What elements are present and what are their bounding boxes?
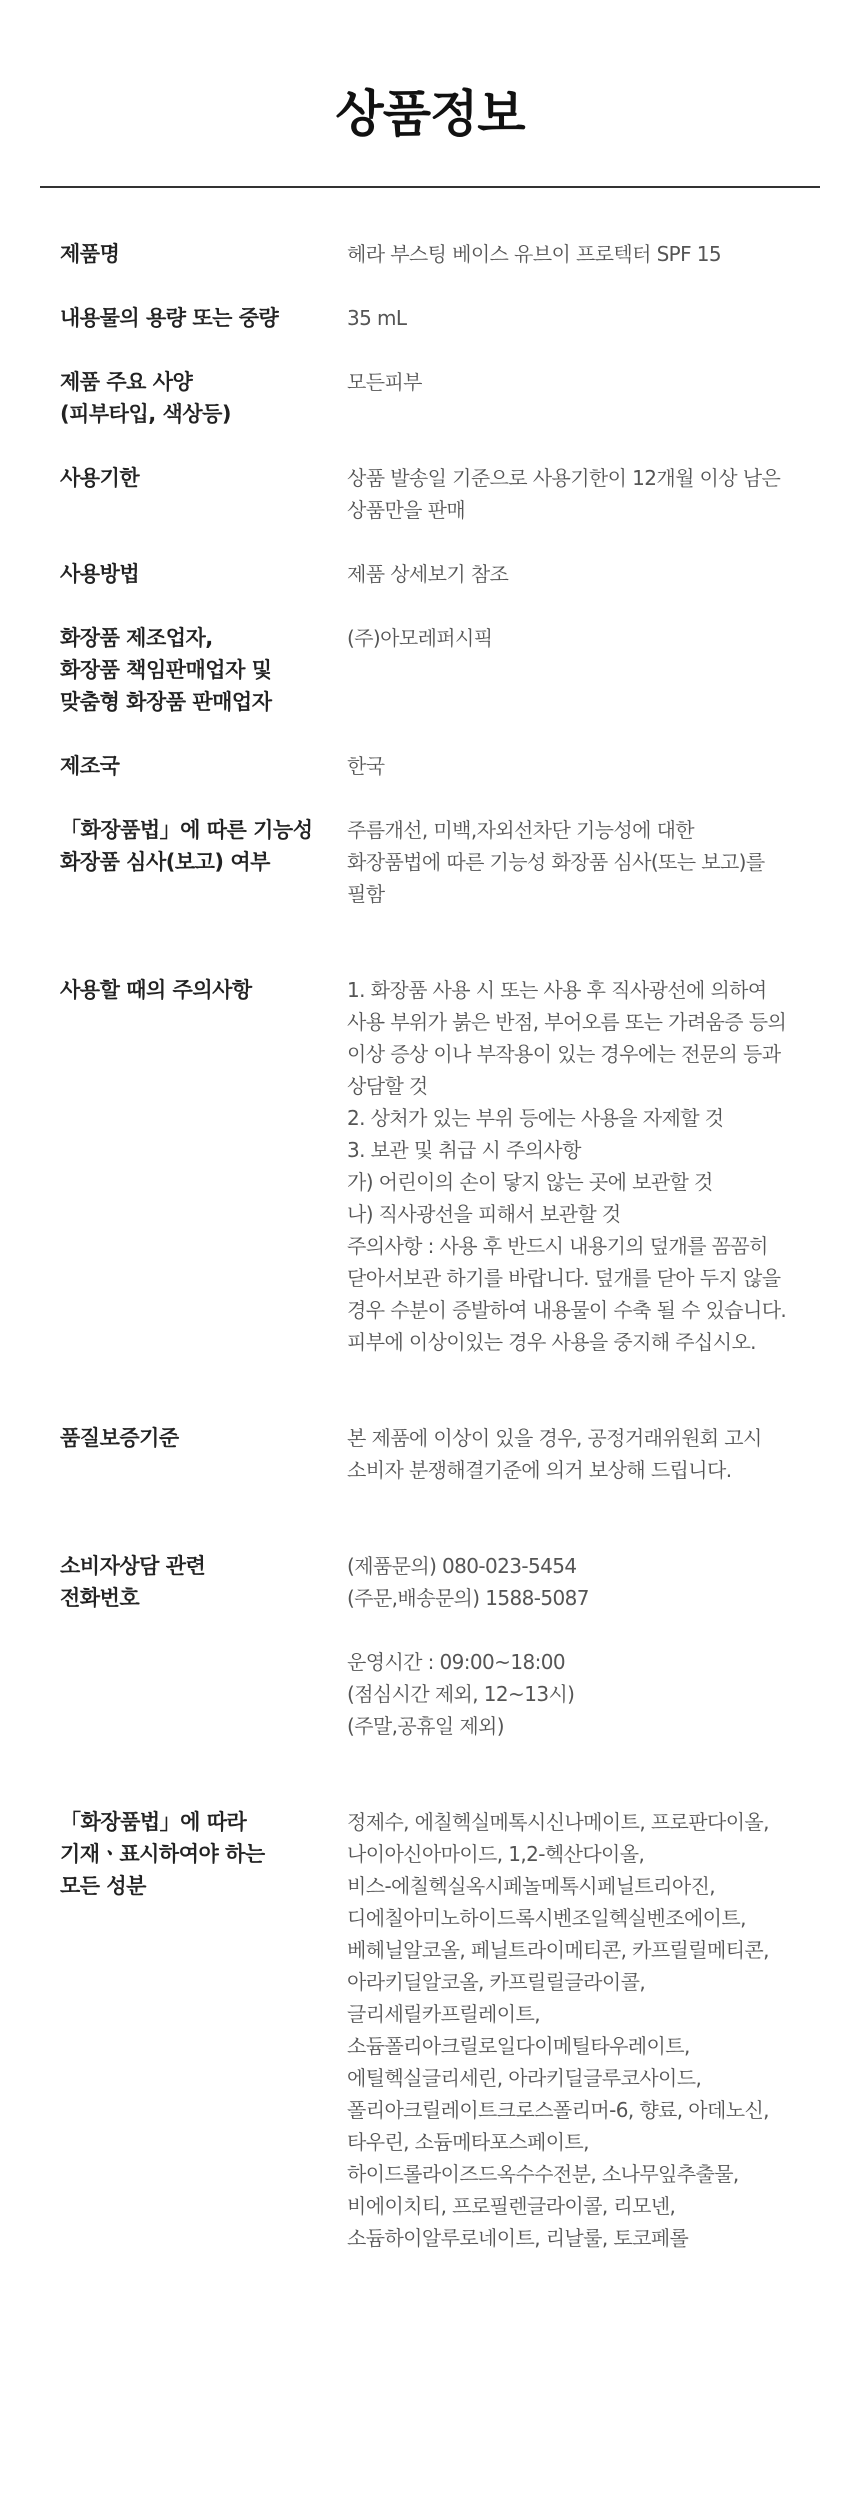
row-label: 제품명 — [60, 242, 120, 266]
row-value: 한국 — [347, 754, 385, 778]
row-label: 화장품 제조업자, 화장품 책임판매업자 및 맞춤형 화장품 판매업자 — [60, 626, 272, 714]
row-value: 주름개선, 미백,자외선차단 기능성에 대한 화장품법에 따른 기능성 화장품 심사(또는 보고)를 필함 — [347, 818, 765, 906]
row-value: 1. 화장품 사용 시 또는 사용 후 직사광선에 의하여 사용 부위가 붉은 반점, 부어오름 또는 가려움증 등의 이상 증상 이나 부작용이 있는 경우에는 전문의 등과 상담할 것 2. 상처가 있는 부위 등에는 사용을 자제할 것 3. 보관 및 취급 시 주의사항 가) 어린이의 손이 닿지 않는 곳에 보관할 것 나) 직사광선을 피해서 보관할 것 주의사항 : 사용 후 반드시 내용기의 덮개를 꼼꼼히 닫아서보관 하기를 바랍니다. 덮개를 닫아 두지 않을 경우 수분이 증발하여 내용물이 수축 될 수 있습니다. 피부에 이상이있는 경우 사용을 중지해 주십시오. — [347, 978, 787, 1354]
row-value: 모든피부 — [347, 370, 422, 394]
row-value: 상품 발송일 기준으로 사용기한이 12개월 이상 남은 상품만을 판매 — [347, 466, 781, 522]
row-label: 제품 주요 사양 (피부타입, 색상등) — [60, 370, 231, 426]
row-value: (주)아모레퍼시픽 — [347, 626, 493, 650]
row-value: 정제수, 에칠헥실메톡시신나메이트, 프로판다이올, 나이아신아마이드, 1,2-헥산다이올, 비스-에칠헥실옥시페놀메톡시페닐트리아진, 디에칠아미노하이드록시벤조일헥실벤조에이트, 베헤닐알코올, 페닐트라이메티콘, 카프릴릴메티콘, 아라키딜알코올, 카프릴릴글라이콜, 글리세릴카프릴레이트, 소듐폴리아크릴로일다이메틸타우레이트, 에틸헥실글리세린, 아라키딜글루코사이드, 폴리아크릴레이트크로스폴리머-6, 향료, 아데노신, 타우린, 소듐메타포스페이트, 하이드롤라이즈드옥수수전분, 소나무잎추출물, 비에이치티, 프로필렌글라이콜, 리모넨, 소듐하이알루로네이트, 리날룰, 토코페롤 — [347, 1810, 769, 2250]
row-value: 제품 상세보기 참조 — [347, 562, 509, 586]
row-label: 사용할 때의 주의사항 — [60, 978, 252, 1002]
row-value: 35 mL — [347, 306, 407, 330]
row-label: 품질보증기준 — [60, 1426, 179, 1450]
row-label: 사용기한 — [60, 466, 140, 490]
row-label: 소비자상담 관련 전화번호 — [60, 1554, 206, 1610]
row-value: 헤라 부스팅 베이스 유브이 프로텍터 SPF 15 — [347, 242, 722, 266]
row-label: 「화장품법」에 따른 기능성 화장품 심사(보고) 여부 — [60, 818, 313, 874]
row-value: (제품문의) 080-023-5454 (주문,배송문의) 1588-5087 운영시간 : 09:00~18:00 (점심시간 제외, 12~13시) (주말,공휴일 제외) — [347, 1554, 589, 1738]
row-value: 본 제품에 이상이 있을 경우, 공정거래위원회 고시 소비자 분쟁해결기준에 의거 보상해 드립니다. — [347, 1426, 762, 1482]
row-label: 내용물의 용량 또는 중량 — [60, 306, 279, 330]
row-label: 제조국 — [60, 754, 120, 778]
title-divider — [40, 186, 820, 188]
row-label: 사용방법 — [60, 562, 140, 586]
page-title: 상품정보 — [335, 85, 525, 143]
row-label: 「화장품법」에 따라 기재ㆍ표시하여야 하는 모든 성분 — [60, 1810, 265, 1898]
